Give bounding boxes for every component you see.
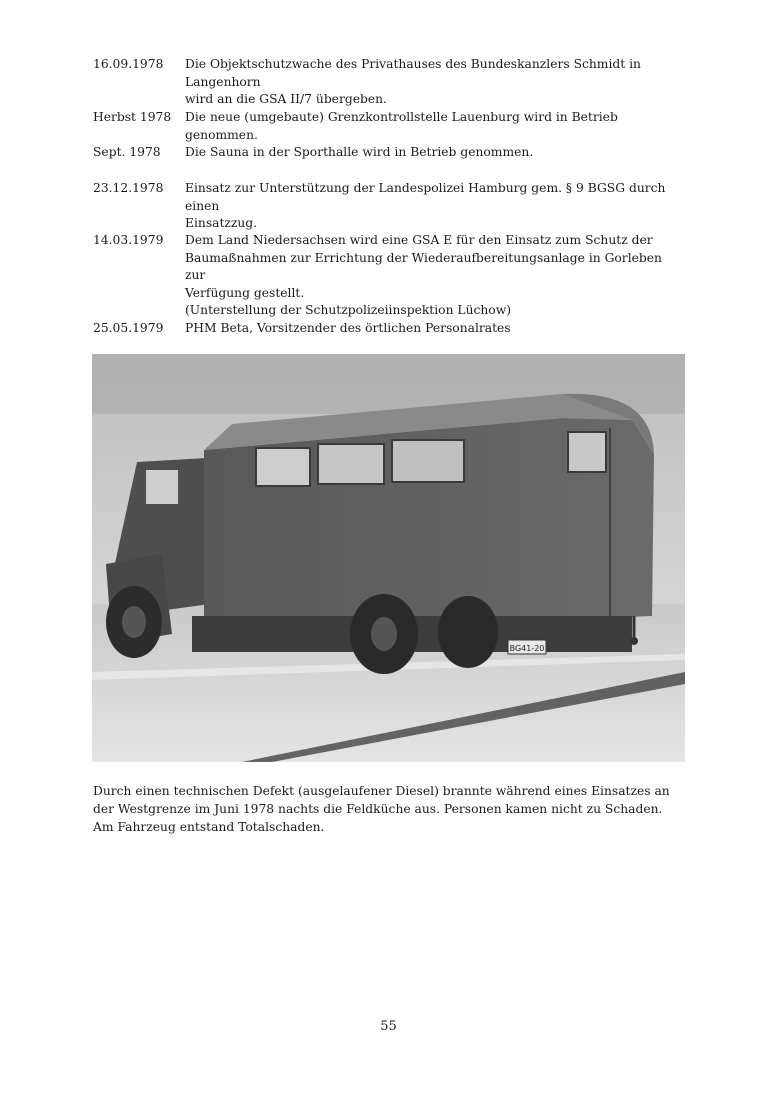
entry-text: PHM Beta, Vorsitzender des örtlichen Personalrates [185, 321, 511, 335]
entry-text: Die Sauna in der Sporthalle wird in Betrieb genommen. [185, 145, 534, 159]
page-number: 55 [380, 1019, 397, 1034]
entry-date: 16.09.1978 [93, 57, 164, 71]
entry-text: Einsatz zur Unterstützung der Landespolizei Hamburg gem. § 9 BGSG durch einen Einsatzzug. [185, 181, 666, 230]
photo-caption: Durch einen technischen Defekt (ausgelaufener Diesel) brannte während eines Einsatzes an der Westgrenze im Juni 1978 nachts die Feldküche aus. Personen kamen nicht zu Schaden. Am Fahrzeug entstand Totalschaden. [93, 784, 670, 834]
entry-text: Die neue (umgebaute) Grenzkontrollstelle Lauenburg wird in Betrieb genommen. [185, 110, 618, 142]
entry-date: 14.03.1979 [93, 233, 164, 247]
field-kitchen-truck-photo [92, 354, 685, 762]
entry-date: 23.12.1978 [93, 181, 164, 195]
entry-text: Die Objektschutzwache des Privathauses des Bundeskanzlers Schmidt in Langenhorn wird an die GSA II/7 übergeben. [185, 57, 641, 106]
entry-date: 25.05.1979 [93, 321, 164, 335]
entry-date: Herbst 1978 [93, 110, 172, 124]
entry-date: Sept. 1978 [93, 145, 161, 159]
entry-text: Dem Land Niedersachsen wird eine GSA E für den Einsatz zum Schutz der Baumaßnahmen zur Errichtung der Wiederaufbereitungsanlage in Gorleben zur Verfügung gestellt. (Unterstellung der Schutzpolizeiinspektion Lüchow) [185, 233, 662, 317]
license-plate-text: BG41-20 [509, 644, 545, 653]
